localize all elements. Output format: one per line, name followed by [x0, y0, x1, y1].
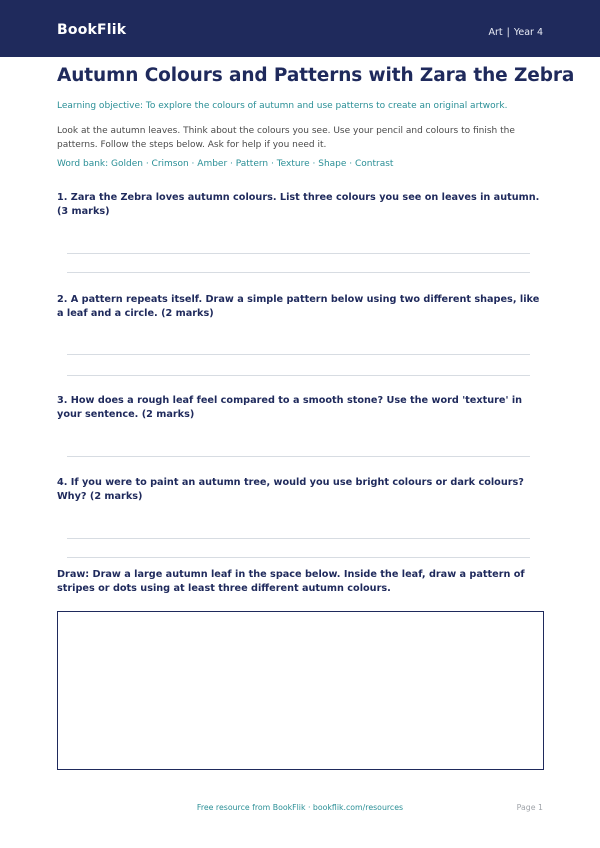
answer-line[interactable] [67, 253, 530, 254]
subject-label: Art [488, 27, 503, 38]
meta-separator: | [506, 27, 510, 38]
answer-line[interactable] [67, 272, 530, 273]
answer-line[interactable] [67, 456, 530, 457]
intro-instructions: Look at the autumn leaves. Think about the colours you see. Use your pencil and colours to finish the patterns. Follow the steps below. Ask for help if you need it. [57, 126, 515, 150]
worksheet-title: Autumn Colours and Patterns with Zara the Zebra [57, 65, 575, 86]
footer-credit: Free resource from BookFlik · bookflik.com/resources [196, 803, 404, 812]
page-header [0, 0, 600, 57]
word-bank: Word bank: Golden · Crimson · Amber · Pattern · Texture · Shape · Contrast [57, 159, 394, 169]
drawing-area[interactable] [57, 611, 544, 770]
answer-line[interactable] [67, 354, 530, 355]
question-2: 2. A pattern repeats itself. Draw a simple pattern below using two different shapes, like a leaf and a circle. (2 marks) [57, 294, 540, 319]
answer-line[interactable] [67, 375, 530, 376]
year-label: Year 4 [513, 27, 543, 38]
brand-logo: BookFlik [57, 22, 127, 38]
answer-line[interactable] [67, 538, 530, 539]
question-1: 1. Zara the Zebra loves autumn colours. List three colours you see on leaves in autumn. (3 marks) [57, 192, 540, 217]
question-4: 4. If you were to paint an autumn tree, would you use bright colours or dark colours? Why? (2 marks) [57, 477, 524, 502]
answer-line[interactable] [67, 557, 530, 558]
subject-year-label [488, 27, 543, 38]
page-number: Page 1 [516, 803, 543, 812]
question-3: 3. How does a rough leaf feel compared to a smooth stone? Use the word 'texture' in your sentence. (2 marks) [57, 395, 523, 420]
draw-task-prompt: Draw: Draw a large autumn leaf in the space below. Inside the leaf, draw a pattern of stripes or dots using at least three different autumn colours. [57, 569, 525, 594]
learning-objective: Learning objective: To explore the colours of autumn and use patterns to create an original artwork. [57, 101, 508, 111]
